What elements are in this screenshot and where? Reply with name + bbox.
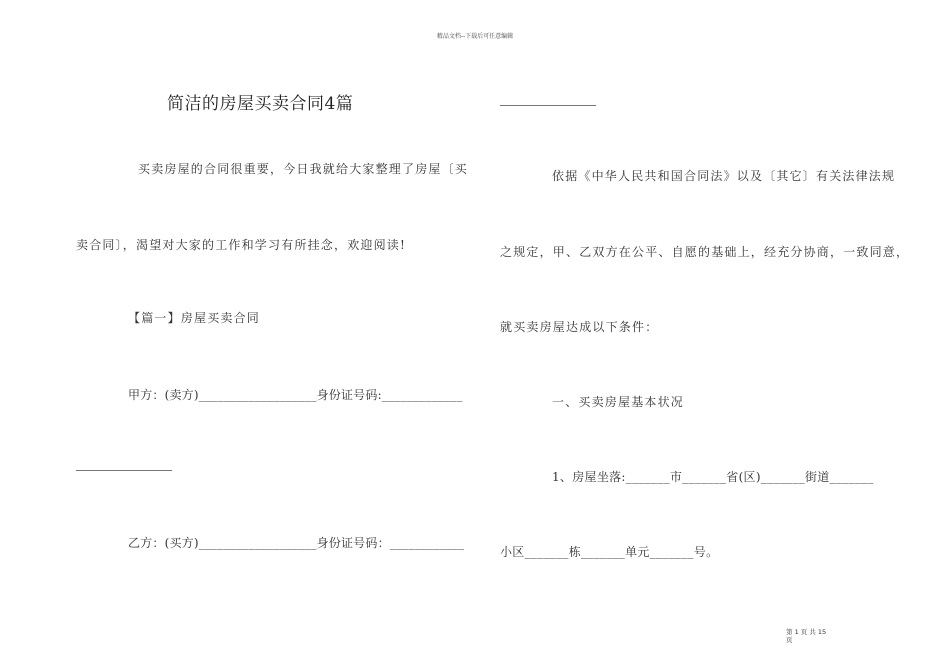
intro-line-2: 卖合同〕，渴望对大家的工作和学习有所挂念，欢迎阅读! [76,238,407,252]
blank-underline [76,470,172,471]
right-para-line-3: 就买卖房屋达成以下条件： [500,320,659,334]
page-header: 精品文档--下载后可任意编辑 [436,33,514,40]
clause-heading: 一、买卖房屋基本状况 [552,395,685,409]
page-number-line-1: 第 1 页 共 15 [786,628,827,636]
blank-underline [500,105,596,106]
section-heading: 【篇一】房屋买卖合同 [128,311,261,325]
right-para-line-2: 之规定，甲、乙双方在公平、自愿的基础上，经充分协商，一致同意， [500,245,910,259]
intro-line-1: 买卖房屋的合同很重要，今日我就给大家整理了房屋〔买 [138,162,469,176]
page-number-line-2: 页 [786,636,793,644]
right-para-line-1: 依据《中华人民共和国合同法》以及〔其它〕有关法律法规 [552,169,896,183]
item-1-line-1: 1、房屋坐落:_______市_______省(区)_______街道_______ [552,470,874,484]
document-title: 简洁的房屋买卖合同4篇 [167,94,354,114]
page-number [786,628,826,644]
party-b-line: 乙方：(买方)___________________身份证号码：____________ [128,536,465,550]
party-a-line: 甲方：(卖方)___________________身份证号码:_____________ [128,388,463,402]
item-1-line-2: 小区_______栋_______单元_______号。 [500,545,719,559]
